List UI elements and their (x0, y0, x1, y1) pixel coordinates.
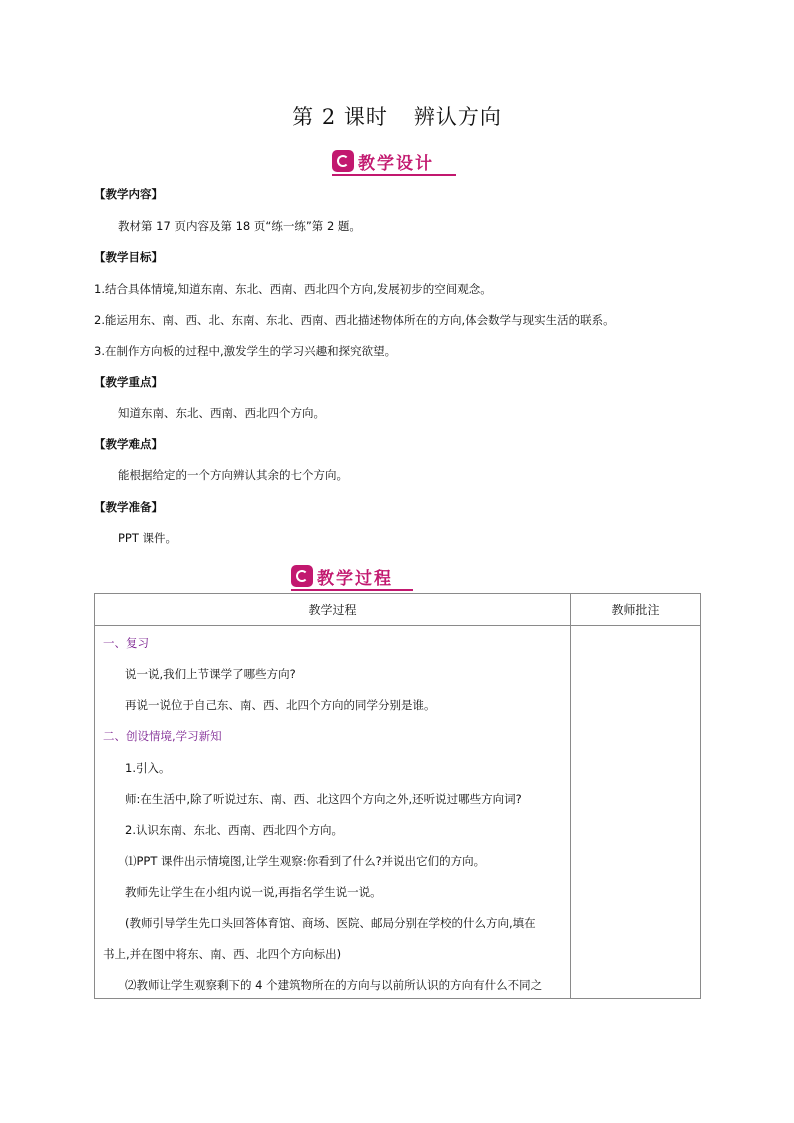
process-line: (教师引导学生先口头回答体育馆、商场、医院、邮局分别在学校的什么方向,填在 (125, 916, 536, 930)
banner-underline (332, 174, 456, 176)
swirl-logo-icon (291, 565, 313, 587)
design-banner (332, 148, 434, 174)
difficulty-text: 能根据给定的一个方向辨认其余的七个方向。 (118, 468, 348, 482)
section-heading: 二、创设情境,学习新知 (103, 729, 222, 743)
content-text: 教材第 17 页内容及第 18 页“练一练”第 2 题。 (118, 219, 361, 233)
process-line: 说一说,我们上节课学了哪些方向? (125, 667, 296, 681)
key-heading: 【教学重点】 (94, 375, 163, 389)
lesson-title (0, 101, 794, 131)
process-line: 2.认识东南、东北、西南、西北四个方向。 (125, 823, 343, 837)
process-line: 1.引入。 (125, 761, 171, 775)
process-line: 书上,并在图中将东、南、西、北四个方向标出) (103, 947, 342, 961)
lesson-number: 第 2 课时 (292, 105, 388, 129)
goal-3: 3.在制作方向板的过程中,激发学生的学习兴趣和探究欲望。 (94, 344, 397, 358)
process-banner (291, 563, 393, 589)
col-header-process: 教学过程 (95, 594, 571, 626)
process-line: 再说一说位于自己东、南、西、北四个方向的同学分别是谁。 (125, 698, 436, 712)
process-cell (95, 626, 571, 999)
process-line: 师:在生活中,除了听说过东、南、西、北这四个方向之外,还听说过哪些方向词? (125, 792, 522, 806)
process-line: 教师先让学生在小组内说一说,再指名学生说一说。 (125, 885, 382, 899)
col-header-notes: 教师批注 (571, 594, 701, 626)
process-banner-label: 教学过程 (317, 568, 393, 589)
goal-2: 2.能运用东、南、西、北、东南、东北、西南、西北描述物体所在的方向,体会数学与现实生活的联系。 (94, 313, 615, 327)
section-heading: 一、复习 (103, 636, 149, 650)
content-heading: 【教学内容】 (94, 187, 163, 201)
goal-1: 1.结合具体情境,知道东南、东北、西南、西北四个方向,发展初步的空间观念。 (94, 282, 492, 296)
difficulty-heading: 【教学难点】 (94, 437, 163, 451)
process-line: ⑴PPT 课件出示情境图,让学生观察:你看到了什么?并说出它们的方向。 (125, 854, 486, 868)
goals-heading: 【教学目标】 (94, 250, 163, 264)
design-banner-label: 教学设计 (358, 153, 434, 174)
swirl-logo-icon (332, 150, 354, 172)
process-table (94, 593, 701, 999)
prep-heading: 【教学准备】 (94, 500, 163, 514)
process-line: ⑵教师让学生观察剩下的 4 个建筑物所在的方向与以前所认识的方向有什么不同之 (125, 978, 543, 992)
lesson-topic: 辨认方向 (413, 105, 502, 129)
key-text: 知道东南、东北、西南、西北四个方向。 (118, 406, 325, 420)
prep-text: PPT 课件。 (118, 531, 178, 545)
banner-underline (291, 589, 413, 591)
notes-cell (571, 626, 701, 999)
